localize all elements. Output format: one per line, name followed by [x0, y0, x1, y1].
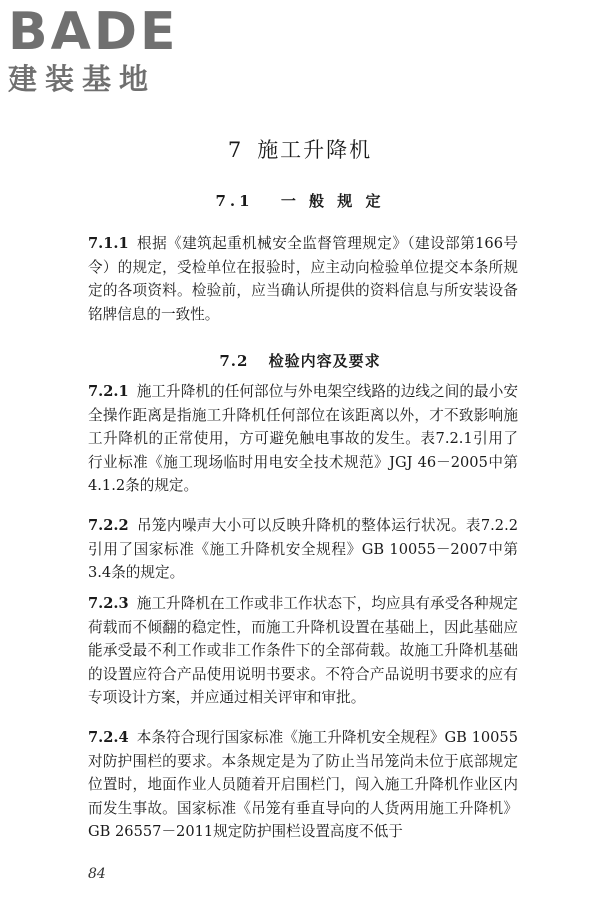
- clause-text: 吊笼内噪声大小可以反映升降机的整体运行状况。表7.2.2引用了国家标准《施工升降机安全规程》GB 10055－2007中第3.4条的规定。: [88, 517, 518, 581]
- clause-number: 7.2.3: [88, 595, 129, 612]
- page-number: 84: [88, 866, 106, 882]
- section-title: 一 般 规 定: [280, 192, 385, 210]
- paragraph-7-2-4: [88, 726, 518, 844]
- clause-number: 7.2.4: [88, 729, 129, 746]
- paragraph-7-2-2: [88, 514, 518, 585]
- clause-text: 根据《建筑起重机械安全监督管理规定》（建设部第166号令）的规定，受检单位在报验时，应主动向检验单位提交本条所规定的各项资料。检验前，应当确认所提供的资料信息与所安装设备铭牌信息的一致性。: [88, 235, 518, 323]
- clause-number: 7.2.1: [88, 383, 129, 400]
- paragraph-7-2-3: [88, 592, 518, 710]
- logo: [8, 4, 188, 96]
- section-number: 7.2: [219, 352, 249, 370]
- clause-text: 施工升降机在工作或非工作状态下，均应具有承受各种规定荷载而不倾翻的稳定性，而施工升降机设置在基础上，因此基础应能承受最不利工作或非工作条件下的全部荷载。故施工升降机基础的设置应符合产品使用说明书要求。不符合产品说明书要求的应有专项设计方案，并应通过相关评审和审批。: [88, 595, 518, 706]
- section-number: 7.1: [215, 192, 254, 210]
- clause-number: 7.1.1: [88, 235, 129, 252]
- section-heading-7-1: [0, 190, 600, 211]
- logo-subtitle: 建装基地: [8, 62, 157, 96]
- section-heading-7-2: [0, 350, 600, 371]
- clause-text: 本条符合现行国家标准《施工升降机安全规程》GB 10055对防护围栏的要求。本条规定是为了防止当吊笼尚未位于底部规定位置时，地面作业人员随着开启围栏门，闯入施工升降机作业区内而发生事故。国家标准《吊笼有垂直导向的人货两用施工升降机》GB 26557－2011规定防护围栏设置高度不低于: [88, 729, 518, 840]
- chapter-heading: [0, 134, 600, 164]
- clause-text: 施工升降机的任何部位与外电架空线路的边线之间的最小安全操作距离是指施工升降机任何部位在该距离以外，才不致影响施工升降机的正常使用，方可避免触电事故的发生。表7.2.1引用了行业标准《施工现场临时用电安全技术规范》JGJ 46－2005中第4.1.2条的规定。: [88, 383, 518, 494]
- paragraph-7-1-1: [88, 232, 518, 326]
- section-title: 检验内容及要求: [268, 352, 381, 370]
- clause-number: 7.2.2: [88, 517, 129, 534]
- chapter-number: 7: [227, 138, 244, 162]
- logo-mark: BADE: [8, 2, 179, 62]
- paragraph-7-2-1: [88, 380, 518, 498]
- chapter-title: 施工升降机: [257, 138, 373, 162]
